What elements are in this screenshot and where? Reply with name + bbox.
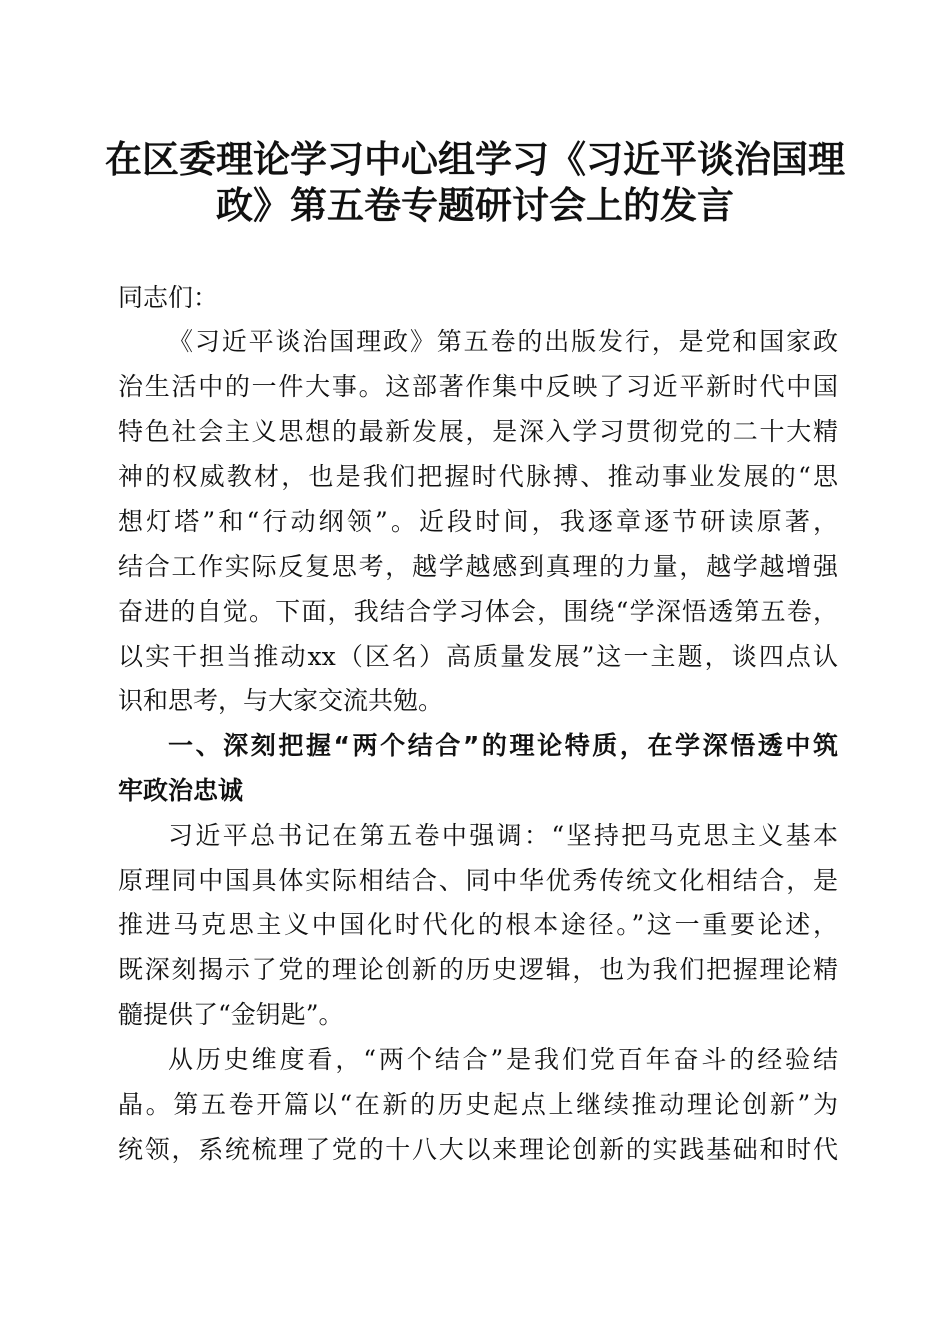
paragraph-1-line-1: 《习近平谈治国理政》第五卷的出版发行，是党和国家政 [168, 327, 838, 356]
paragraph-3-line-1: 从历史维度看，“两个结合”是我们党百年奋斗的经验结 [168, 1045, 838, 1074]
salutation: 同志们： [118, 283, 219, 312]
paragraph-1-line-3: 特色社会主义思想的最新发展，是深入学习贯彻党的二十大精 [118, 417, 838, 446]
document-title-line-2: 政》第五卷专题研讨会上的发言 [216, 183, 734, 227]
document-title-line-1: 在区委理论学习中心组学习《习近平谈治国理 [105, 137, 845, 181]
paragraph-3-line-3: 统领，系统梳理了党的十八大以来理论创新的实践基础和时代 [118, 1135, 838, 1164]
section-heading-1-line-1: 一、深刻把握“两个结合”的理论特质，在学深悟透中筑 [168, 731, 838, 760]
paragraph-2-line-5: 髓提供了“金钥匙”。 [118, 1000, 344, 1029]
paragraph-1-line-4: 神的权威教材，也是我们把握时代脉搏、推动事业发展的“思 [118, 462, 838, 491]
paragraph-1-line-5: 想灯塔”和“行动纲领”。近段时间，我逐章逐节研读原著， [118, 507, 838, 536]
paragraph-2-line-1: 习近平总书记在第五卷中强调：“坚持把马克思主义基本 [168, 821, 838, 850]
paragraph-1-line-9: 识和思考，与大家交流共勉。 [118, 686, 444, 715]
paragraph-2-line-2: 原理同中国具体实际相结合、同中华优秀传统文化相结合，是 [118, 866, 838, 895]
paragraph-1-line-7: 奋进的自觉。下面，我结合学习体会，围绕“学深悟透第五卷， [118, 597, 838, 626]
paragraph-2-line-4: 既深刻揭示了党的理论创新的历史逻辑，也为我们把握理论精 [118, 955, 838, 984]
section-heading-1-line-2: 牢政治忠诚 [118, 776, 244, 805]
paragraph-1-line-6: 结合工作实际反复思考，越学越感到真理的力量，越学越增强 [118, 552, 838, 581]
paragraph-1-line-8: 以实干担当推动xx（区名）高质量发展”这一主题，谈四点认 [118, 642, 838, 671]
paragraph-3-line-2: 晶。第五卷开篇以“在新的历史起点上继续推动理论创新”为 [118, 1090, 838, 1119]
paragraph-1-line-2: 治生活中的一件大事。这部著作集中反映了习近平新时代中国 [118, 372, 838, 401]
paragraph-2-line-3: 推进马克思主义中国化时代化的根本途径。”这一重要论述， [118, 910, 838, 939]
